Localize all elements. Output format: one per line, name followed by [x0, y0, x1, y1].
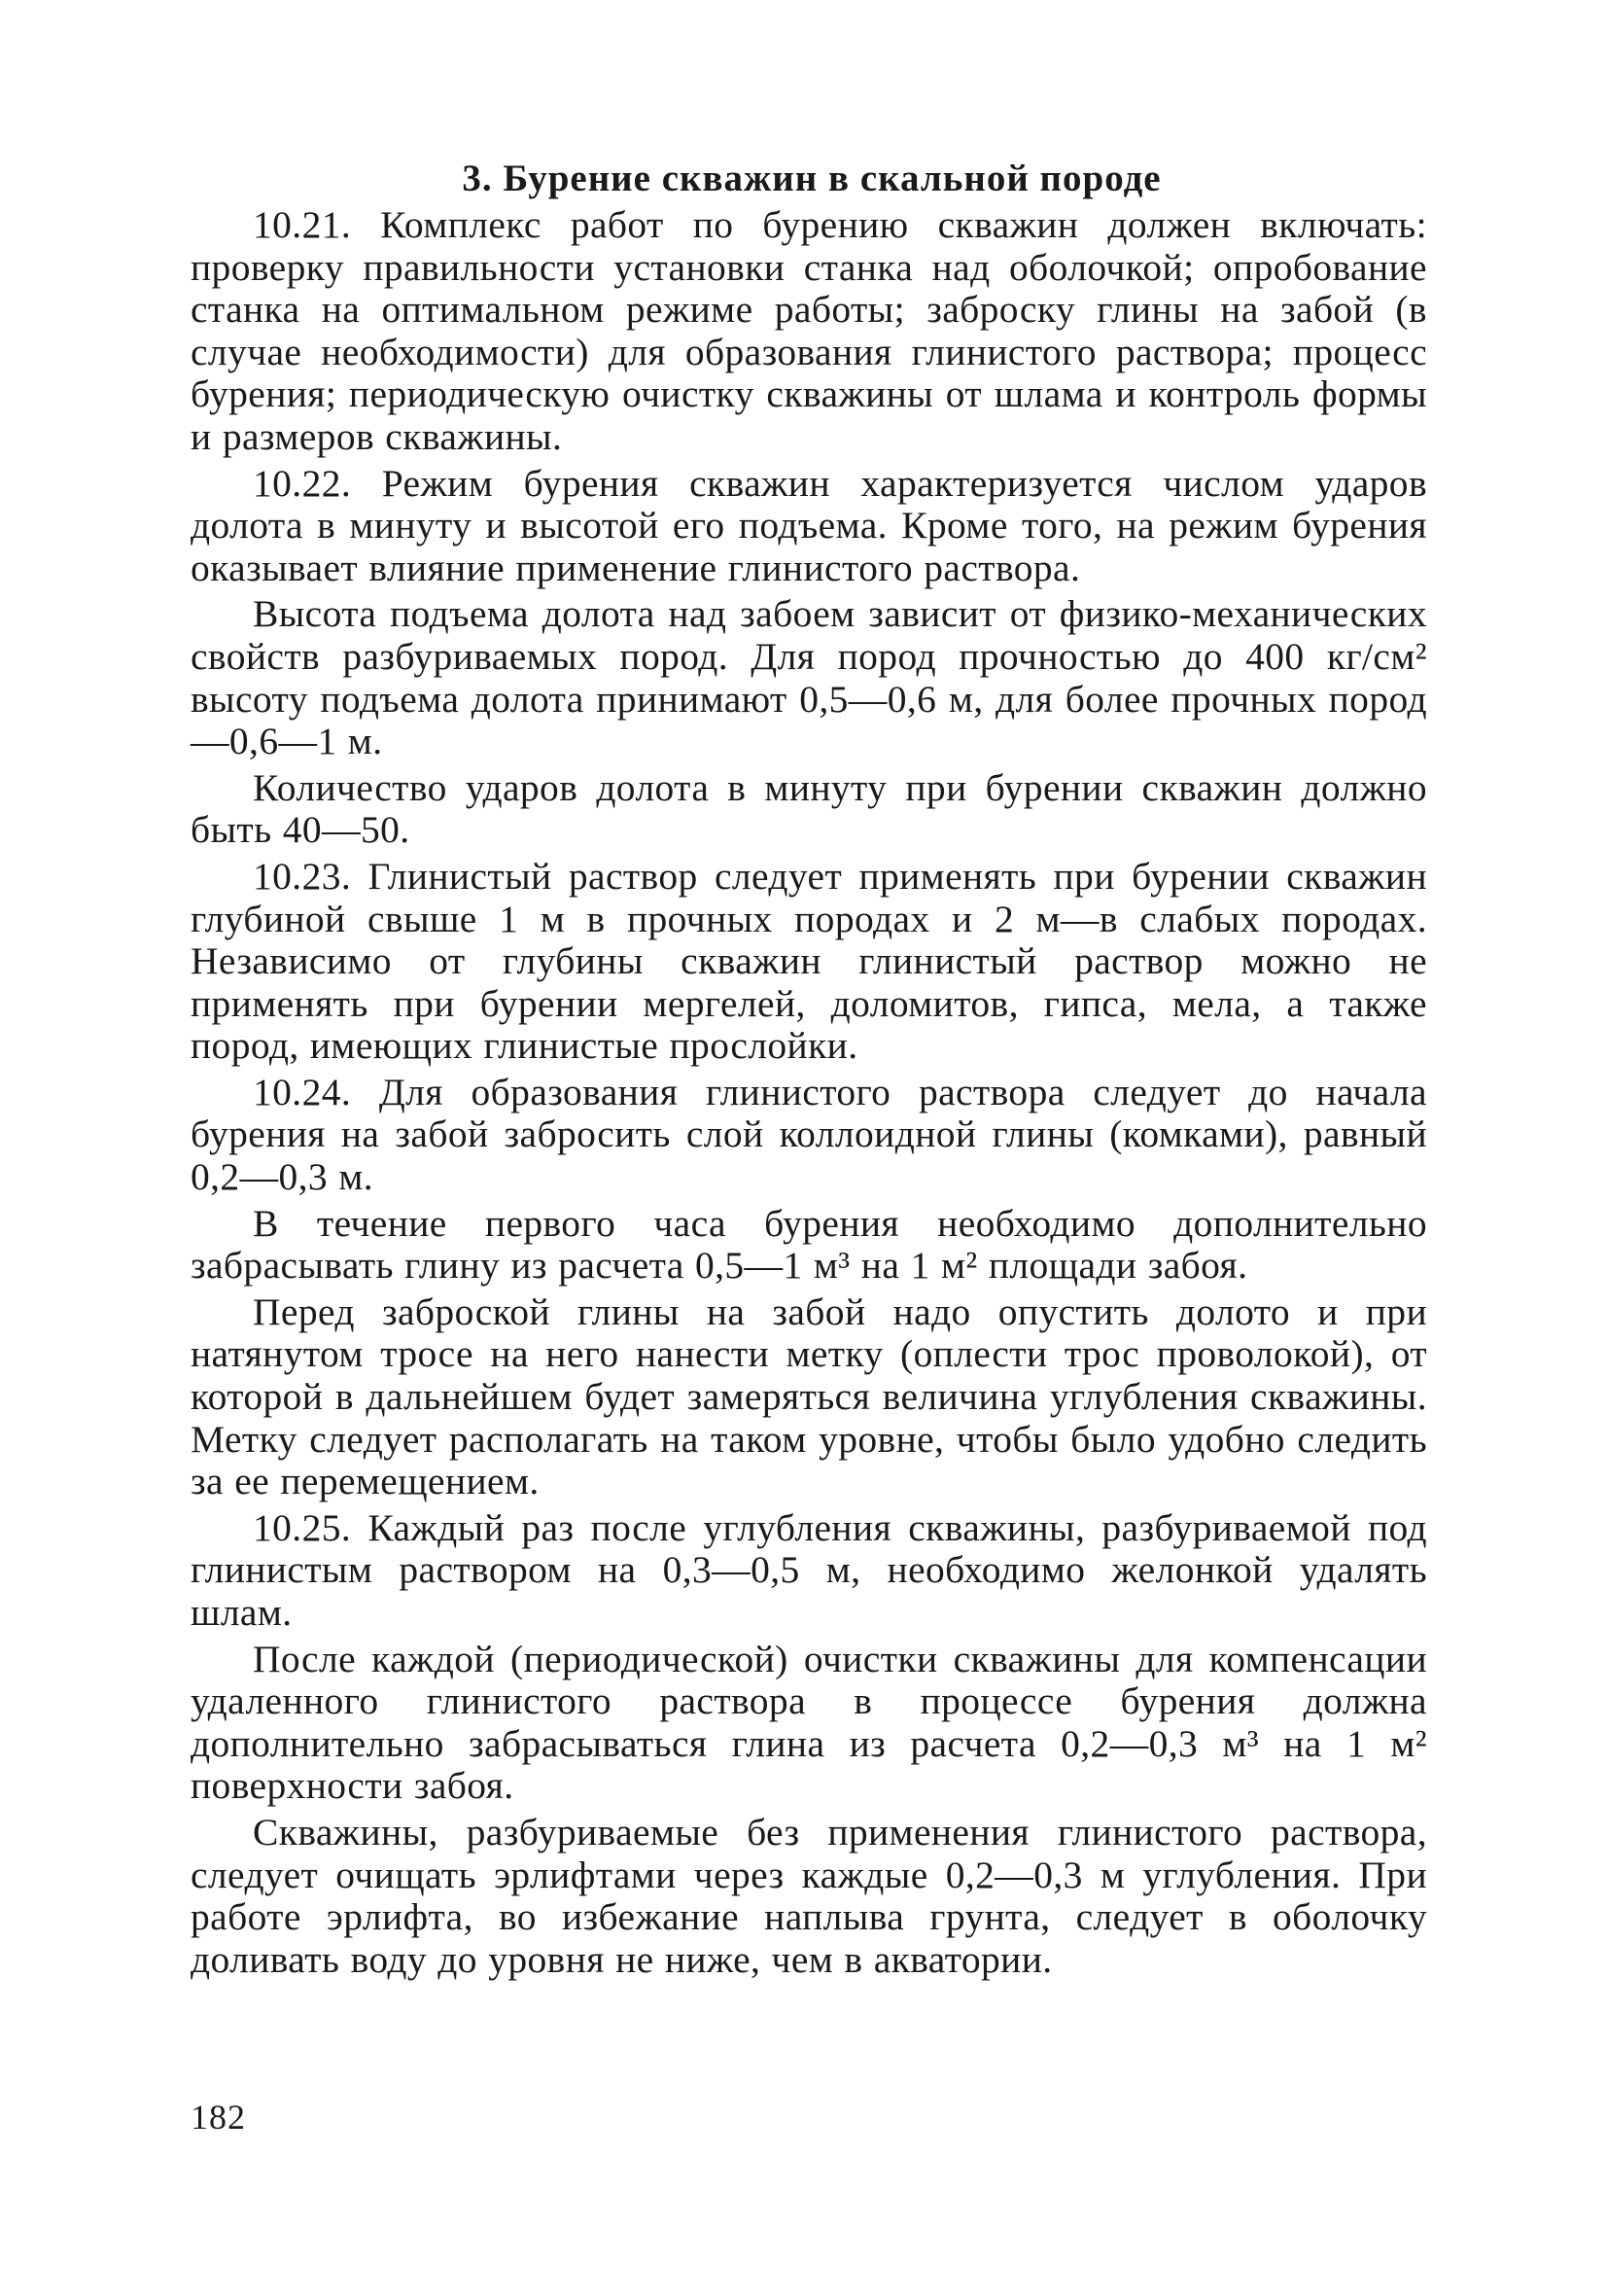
- section-title: 3. Бурение скважин в скальной породе: [462, 158, 1162, 199]
- paragraph-blow-count: Количество ударов долота в минуту при бурении скважин должно быть 40—50.: [191, 765, 1427, 852]
- page-body: [191, 156, 1427, 1985]
- paragraph-10-25: 10.25. Каждый раз после углубления скважины, разбуриваемой под глинистым раствором на 0,3—0,5 м, необходимо желонкой удалять шлам.: [191, 1505, 1427, 1634]
- paragraph-lift-height: Высота подъема долота над забоем зависит от физико-механических свойств разбуриваемых пород. Для пород прочностью до 400 кг/см² высоту подъема долота принимают 0,5—0,6 м, для более прочных пород—0,6—1 м.: [191, 592, 1427, 763]
- paragraph-10-21: 10.21. Комплекс работ по бурению скважин должен включать: проверку правильности установки станка над оболочкой; опробование станка на оптимальном режиме работы; заброску глины на забой (в случае необходимости) для образования глинистого раствора; процесс бурения; периодическую очистку скважины от шлама и контроль формы и размеров скважины.: [191, 203, 1427, 458]
- page-number: 182: [191, 2098, 246, 2137]
- paragraph-first-hour: В течение первого часа бурения необходимо дополнительно забрасывать глину из расчета 0,5—1 м³ на 1 м² площади забоя.: [191, 1201, 1427, 1288]
- paragraph-10-24: 10.24. Для образования глинистого раствора следует до начала бурения на забой забросить слой коллоидной глины (комками), равный 0,2—0,3 м.: [191, 1070, 1427, 1199]
- paragraph-mark: Перед заброской глины на забой надо опустить долото и при натянутом тросе на него нанести метку (оплести трос проволокой), от которой в дальнейшем будет замеряться величина углубления скважины. Метку следует располагать на таком уровне, чтобы было удобно следить за ее перемещением.: [191, 1289, 1427, 1503]
- paragraph-airlift: Скважины, разбуриваемые без применения глинистого раствора, следует очищать эрлифтами через каждые 0,2—0,3 м углубления. При работе эрлифта, во избежание наплыва грунта, следует в оболочку доливать воду до уровня не ниже, чем в акватории.: [191, 1810, 1427, 1981]
- paragraph-10-22: 10.22. Режим бурения скважин характеризуется числом ударов долота в минуту и высотой его подъема. Кроме того, на режим бурения оказывает влияние применение глинистого раствора.: [191, 461, 1427, 589]
- paragraph-10-23: 10.23. Глинистый раствор следует применять при бурении скважин глубиной свыше 1 м в прочных породах и 2 м—в слабых породах. Независимо от глубины скважин глинистый раствор можно не применять при бурении мергелей, доломитов, гипса, мела, а также пород, имеющих глинистые прослойки.: [191, 854, 1427, 1068]
- paragraph-compensation: После каждой (периодической) очистки скважины для компенсации удаленного глинистого раствора в процессе бурения должна дополнительно забрасываться глина из расчета 0,2—0,3 м³ на 1 м² поверхности забоя.: [191, 1637, 1427, 1808]
